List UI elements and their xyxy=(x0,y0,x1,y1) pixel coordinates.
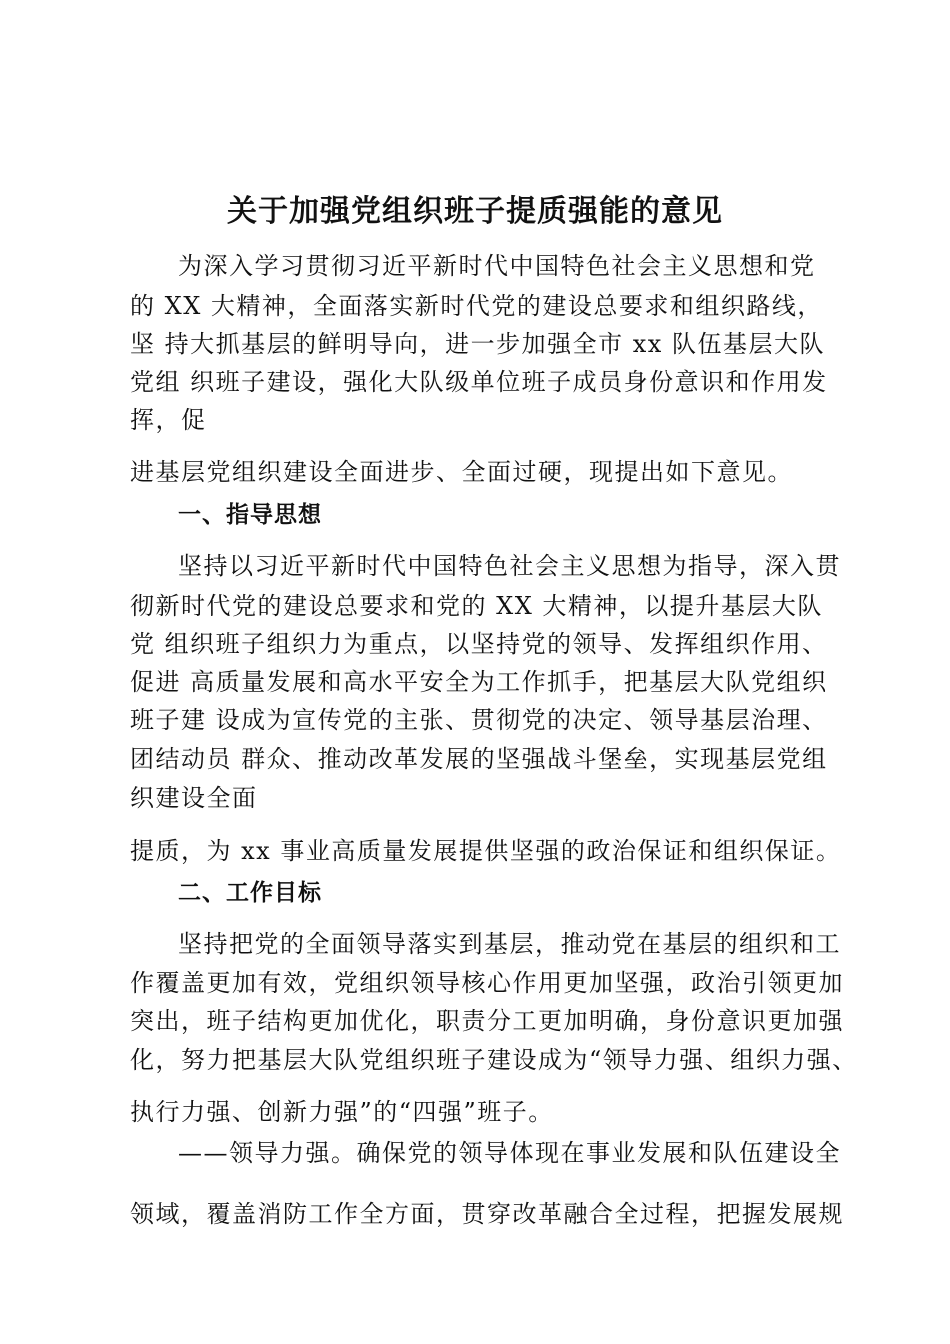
section-heading-guiding-thought: 一、指导思想 xyxy=(178,502,322,528)
section1-line: 彻新时代党的建设总要求和党的 XX 大精神，以提升基层大队 xyxy=(130,592,823,620)
section1-line: 党 组织班子组织力为重点，以坚持党的领导、发挥组织作用、 xyxy=(130,630,828,658)
section2-line: 突出，班子结构更加优化，职责分工更加明确，身份意识更加强 xyxy=(130,1007,844,1035)
section1-line: 班子建 设成为宣传党的主张、贯彻党的决定、领导基层治理、 xyxy=(130,706,828,734)
section1-line: 团结动员 群众、推动改革发展的坚强战斗堡垒，实现基层党组 xyxy=(130,745,828,773)
intro-line: 党组 织班子建设，强化大队级单位班子成员身份意识和作用发 xyxy=(130,368,828,396)
section2-line: 化，努力把基层大队党组织班子建设成为“领导力强、组织力强、 xyxy=(130,1046,858,1074)
intro-line: 的 XX 大精神，全面落实新时代党的建设总要求和组织路线， xyxy=(130,292,823,320)
section1-line: 织建设全面 xyxy=(130,784,258,812)
section1-line: 坚持以习近平新时代中国特色社会主义思想为指导，深入贯 xyxy=(178,552,841,580)
section2-line: 作覆盖更加有效，党组织领导核心作用更加坚强，政治引领更加 xyxy=(130,969,844,997)
section2-line: ——领导力强。确保党的领导体现在事业发展和队伍建设全 xyxy=(178,1139,841,1167)
section2-line: 执行力强、创新力强”的“四强”班子。 xyxy=(130,1098,554,1126)
intro-line: 挥，促 xyxy=(130,406,207,434)
section1-line: 促进 高质量发展和高水平安全为工作抓手，把基层大队党组织 xyxy=(130,668,828,696)
intro-line: 坚 持大抓基层的鲜明导向，进一步加强全市 xx 队伍基层大队 xyxy=(130,330,825,358)
intro-line: 进基层党组织建设全面进步、全面过硬，现提出如下意见。 xyxy=(130,458,793,486)
intro-line: 为深入学习贯彻习近平新时代中国特色社会主义思想和党 xyxy=(178,252,816,280)
section1-line: 提质，为 xx 事业高质量发展提供坚强的政治保证和组织保证。 xyxy=(130,837,842,865)
section2-line: 坚持把党的全面领导落实到基层，推动党在基层的组织和工 xyxy=(178,930,841,958)
section2-line: 领域，覆盖消防工作全方面，贯穿改革融合全过程，把握发展规 xyxy=(130,1200,844,1228)
document-title: 关于加强党组织班子提质强能的意见 xyxy=(227,194,723,229)
section-heading-work-goals: 二、工作目标 xyxy=(178,880,322,906)
